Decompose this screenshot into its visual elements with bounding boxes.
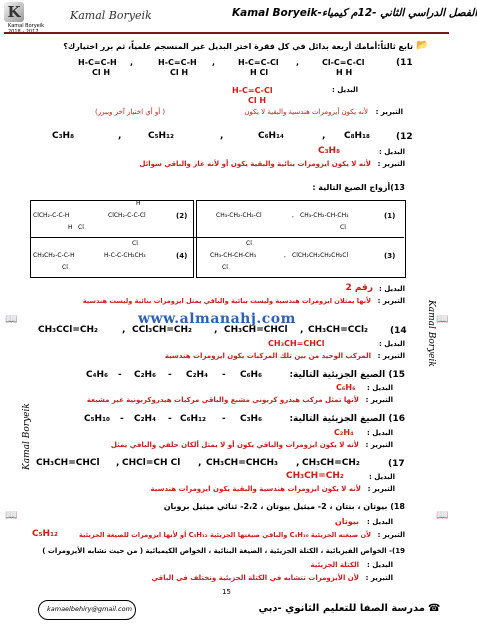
q15-title: 15) الصيغ الجزيئية التالية:	[289, 370, 405, 380]
comma: ,	[220, 131, 224, 141]
q12-answer: C₃H₈	[318, 146, 341, 156]
q15-option-4: C₆H₆	[240, 370, 263, 380]
dash: -	[222, 414, 226, 424]
q16-option-2: C₂H₄	[134, 414, 157, 424]
q15-reason: لأنها تمثل مركب هيدرو كربوني مشبع والباقي مركبات هيدروكربونية غير مشبعة	[86, 396, 359, 404]
q17-option-1: CH₃CH=CHCl	[36, 458, 100, 468]
q12-option-4: C₈H₁₈	[344, 131, 370, 141]
q11-number: (11	[396, 58, 413, 68]
logo-mark: K	[4, 2, 24, 22]
q13-answer-label: البديل :	[378, 285, 405, 293]
q14-option-3: CH₃CH=CHCl	[224, 325, 288, 335]
comma: ,	[122, 325, 126, 335]
q12-option-3: C₆H₁₄	[258, 131, 284, 141]
q13-p4-atom-top: Cl	[132, 240, 138, 247]
q13-answer: رقم 2	[345, 283, 373, 293]
q14-option-1: CH₃CCl=CH₂	[38, 325, 98, 335]
q11-reason: لأنه يكون أيزومرات هندسية والبقية لا يكون	[244, 108, 368, 116]
q19-reason: لأن الأيزومرات تتشابه في الكتلة الجزيئية وتختلف في الباقي	[151, 574, 359, 582]
q13-title: 13)أزواج الصيغ التالية :	[312, 183, 405, 192]
dash: -	[120, 414, 124, 424]
q15-answer-label: البديل :	[366, 384, 393, 392]
q18-answer: بيوتان	[334, 517, 359, 526]
q19-answer: الكتلة الجزيئية	[310, 561, 359, 569]
q16-answer-label: البديل :	[366, 429, 393, 437]
q11-reason-label: التبرير :	[375, 108, 403, 116]
q13-reason: لأنها يمثلان ايزومرات هندسية وليست بنائية والباقي يمثل ايزومرات بنائية وليست هندسية	[82, 297, 371, 305]
logo	[4, 2, 52, 34]
q17-option-4: CH₃CH=CH₂	[302, 458, 360, 468]
watermark: www.almanahj.com	[138, 311, 296, 327]
q19-reason-label: التبرير :	[365, 574, 393, 582]
right-book-icon: 📖	[436, 314, 449, 325]
q11-option-3-sub: H Cl	[250, 68, 269, 77]
q17-answer-label: البديل :	[368, 473, 395, 481]
q15-reason-label: التبرير :	[365, 396, 393, 404]
q11-answer: H-C=C-Cl	[232, 86, 273, 95]
q13-p2-atom-top: H	[136, 200, 141, 207]
footer-page-number: 15	[222, 588, 231, 596]
q17-option-3: CH₃CH=CHCH₃	[206, 458, 278, 468]
q18-reason-label: التبرير :	[377, 531, 405, 539]
q13-p3-atom-bottom: Cl	[222, 264, 228, 271]
q18-reason-tail: C₅H₁₂	[32, 529, 58, 539]
q17-number: (17	[388, 459, 405, 469]
footer-school: مدرسة الصفا للتعليم الثانوي -دبي	[258, 603, 425, 614]
q11-option-4: Cl-C=C-Cl	[322, 58, 365, 67]
q17-reason-label: التبرير :	[367, 485, 395, 493]
q13-p3-formula-b: ClCH₂CH₂CH₂CH₂Cl	[292, 252, 349, 259]
q14-answer-label: البديل :	[378, 340, 405, 348]
left-book-icon: 📖	[5, 314, 18, 325]
q11-option-1-sub: Cl H	[92, 68, 111, 77]
q15-option-2: C₂H₆	[134, 370, 157, 380]
dash: -	[168, 414, 172, 424]
q13-p4-formula-a: CH₃CH₂-C-C-H	[33, 252, 75, 259]
phone-icon: ☎	[428, 603, 441, 614]
q11-option-2: H-C=C-H	[158, 58, 197, 67]
q13-p1-formula-b: CH₃-CH₂-CH-CH₃	[300, 212, 349, 219]
q11-option-2-sub: Cl H	[170, 68, 189, 77]
comma: ,	[296, 458, 300, 468]
q13-divider	[30, 237, 404, 238]
header-rule	[4, 32, 449, 34]
comma: ,	[118, 131, 122, 141]
comma: ,	[300, 325, 304, 335]
left-book-icon-2: 📖	[5, 510, 18, 521]
q16-title: 16) الصيغ الجزيئية التالية:	[289, 414, 405, 424]
q13-p2-formula-b: ClCH₂-C-C-Cl	[108, 212, 146, 219]
q16-option-3: C₆H₁₂	[180, 414, 206, 424]
q13-p4-formula-b: H-C-C-CH₂CH₃	[104, 252, 146, 259]
q12-number: (12	[396, 132, 413, 142]
q16-option-1: C₅H₁₀	[84, 414, 110, 424]
comma: ,	[322, 131, 326, 141]
right-vertical-text: Kamal Boryeik	[426, 300, 436, 367]
comma: ,	[212, 58, 216, 67]
q14-reason-label: التبرير :	[377, 352, 405, 360]
comma: ,	[198, 458, 202, 468]
comma: ,	[214, 325, 218, 335]
q18-text: 18) بيوتان ، بنتان ، 2- ميثيل بيوتان ، 2،2- ثنائي ميثيل بروبان	[163, 502, 405, 511]
q16-reason: لأنه لا يكون ايزومرات والباقي يكون أو لا يمثل ألكان حلقي والباقي يمثل	[110, 441, 359, 449]
q11-answer-label: البديل :	[331, 86, 358, 94]
dash: -	[168, 370, 172, 380]
q13-p1-label: (1)	[384, 212, 396, 220]
q13-p2-label: (2)	[176, 212, 188, 220]
dash: -	[118, 370, 122, 380]
page-title: Kamal Boryeik-الفصل الدراسي الثاني -12م كيمياء	[232, 7, 477, 19]
q16-option-4: C₃H₆	[240, 414, 263, 424]
comma: ,	[284, 252, 286, 259]
q15-option-3: C₂H₄	[186, 370, 209, 380]
q18-answer-label: البديل :	[366, 518, 393, 526]
q17-option-2: CHCl=CH Cl	[122, 458, 181, 468]
q14-option-4: CH₃CH=CCl₂	[308, 325, 368, 335]
q16-answer: C₂H₄	[334, 428, 354, 437]
q17-answer: CH₃CH=CH₂	[286, 471, 344, 481]
q15-option-1: C₄H₆	[86, 370, 109, 380]
q16-reason-label: التبرير :	[365, 441, 393, 449]
q11-answer-sub: Cl H	[248, 96, 267, 105]
logo-label: Kamal Boryeik	[8, 23, 45, 29]
q19-text: 19)- الخواص الفيزيائية ، الكتلة الجزيئية ، الصيغة البنائية ، الخواص الكيميائية ( من حيث تشابه الأيزومرات )	[42, 547, 405, 555]
q12-reason-label: التبرير :	[377, 160, 405, 168]
q11-option-1: H-C=C-H	[78, 58, 117, 67]
q13-p4-atom-bottom: Cl	[62, 264, 68, 271]
dash: -	[222, 370, 226, 380]
comma: ,	[130, 58, 134, 67]
q12-option-1: C₃H₈	[52, 131, 75, 141]
q13-p3-atom-top: Cl	[246, 240, 252, 247]
q13-p2-atom-bottom: H	[68, 224, 73, 231]
q13-p4-label: (4)	[176, 252, 188, 260]
comma: ,	[116, 458, 120, 468]
left-vertical-text: Kamal Boryeik	[22, 403, 32, 470]
q11-option-4-sub: H H	[336, 68, 353, 77]
q11-note: ( أو أي اختيار آخر وببرر)	[95, 108, 166, 116]
q14-reason: المركب الوحيد من بين تلك المركبات يكون ايزومرات هندسية	[164, 352, 371, 360]
footer-email[interactable]: kamaelbehiry@gmail.com	[47, 605, 132, 613]
q11-option-3: H-C=C-Cl	[238, 58, 279, 67]
q15-answer: C₆H₆	[336, 383, 356, 392]
q14-option-2: CCl₃CH=CH₂	[132, 325, 192, 335]
q13-reason-label: التبرير :	[377, 297, 405, 305]
footer-email-box	[38, 600, 136, 620]
q13-p3-formula-a: CH₃-CH-CH-CH₃	[210, 252, 257, 259]
q18-reason: لأن صيغته الجزيئية C₄H₁₀ والباقي صيغتها الجزيئية C₅H₁₂ أو لأنها ايزومرات للصيغة الجزيئية	[79, 531, 371, 539]
comma: ,	[292, 212, 294, 219]
q13-p2-formula-a: ClCH₂-C-C-H	[33, 212, 70, 219]
comma: ,	[296, 58, 300, 67]
q14-number: (14	[390, 326, 407, 336]
q12-answer-label: البديل :	[378, 148, 405, 156]
q13-p1-formula-a: CH₃-CH₂-CH₂-Cl	[216, 212, 262, 219]
q19-answer-label: البديل :	[366, 561, 393, 569]
q13-p2-atom-bottom-cl: Cl	[78, 224, 84, 231]
question-intro: تابع ثالثاً:أمامك أربعة بدائل في كل فقرة اختر البديل غير المنسجم علمياً، ثم برر اختيارك؟	[63, 42, 413, 51]
q13-p3-label: (3)	[384, 252, 396, 260]
folder-icon: 📂	[416, 40, 429, 51]
q14-answer: CH₃CH=CHCl	[268, 339, 325, 348]
right-book-icon-2: 📖	[436, 510, 449, 521]
q17-reason: لأنه لا يكون ايزومرات هندسية والبقية يكون ايزومرات هندسية	[150, 485, 361, 493]
q12-reason: لأنه لا يكون ايزومرات بنائية والبقية يكون أو لأنه غاز والباقي سوائل	[139, 160, 371, 168]
header-script-name: Kamal Boryeik	[70, 9, 152, 22]
q13-p1-atom: Cl	[340, 224, 346, 231]
q12-option-2: C₅H₁₂	[148, 131, 174, 141]
